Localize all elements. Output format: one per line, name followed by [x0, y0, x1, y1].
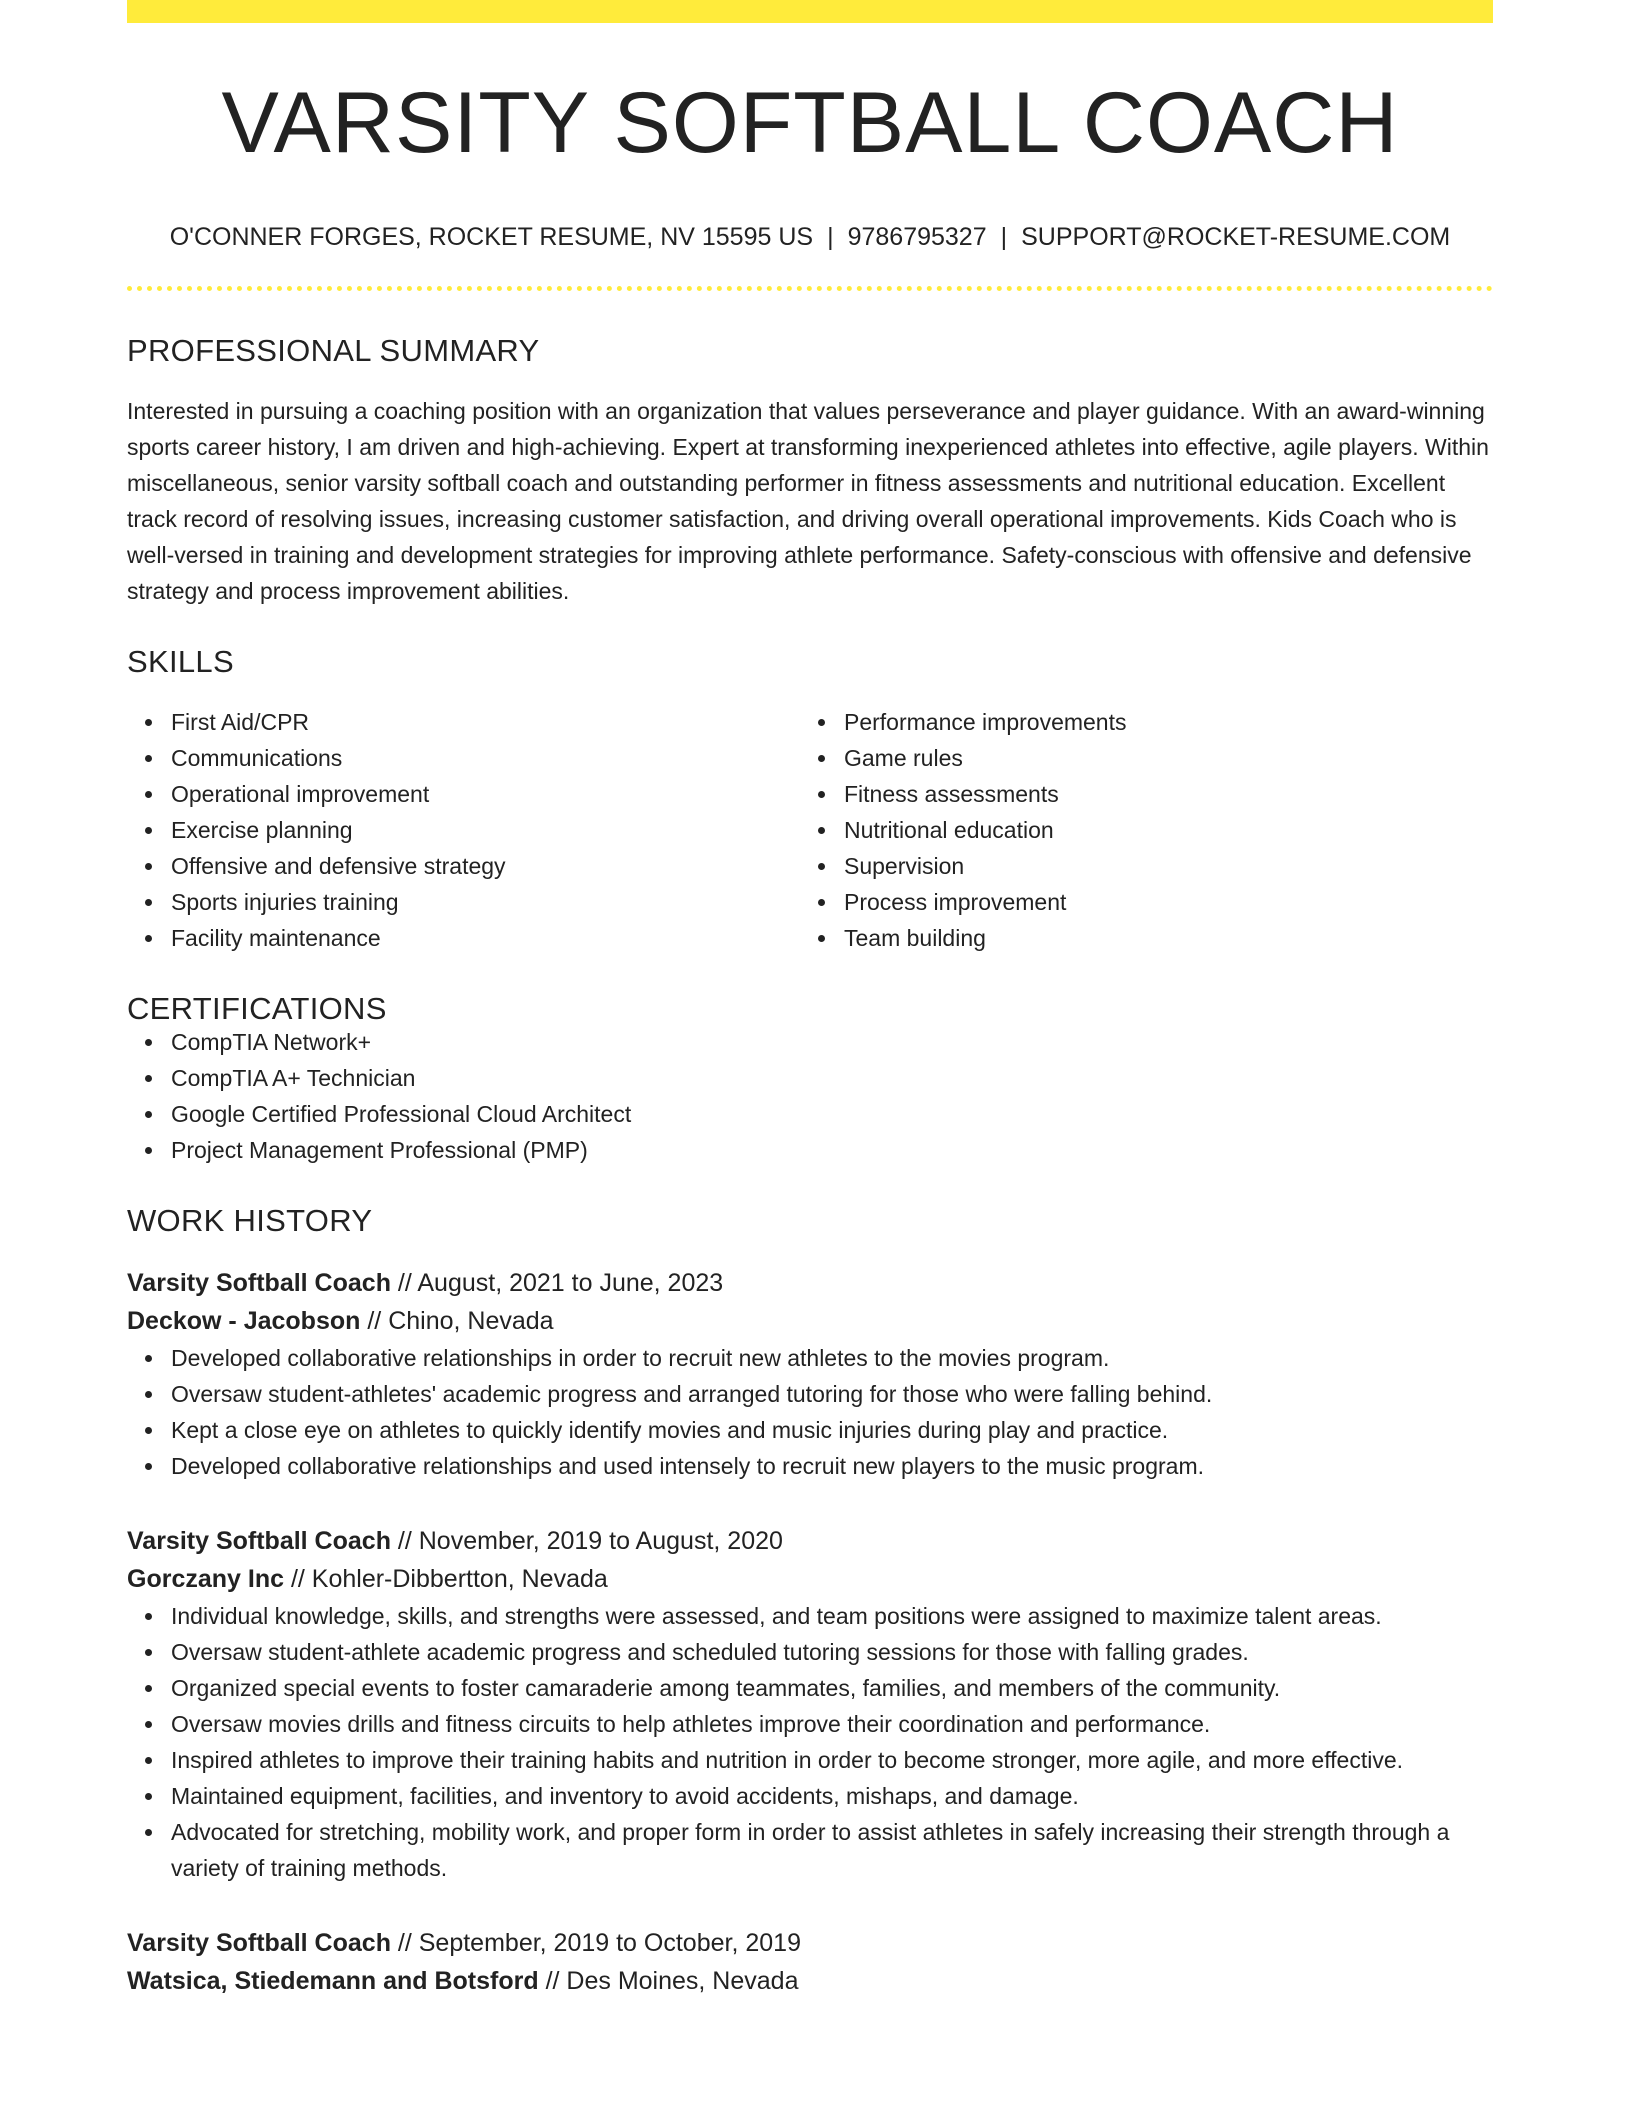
work-history-section — [127, 1205, 1493, 2000]
job-company: Watsica, Stiedemann and Botsford — [127, 1967, 539, 1995]
contact-email: SUPPORT@ROCKET-RESUME.COM — [1021, 223, 1451, 251]
job-bullet: Inspired athletes to improve their training habits and nutrition in order to become stronger, more agile, and more effective. — [171, 1742, 1493, 1778]
job-company-line — [127, 1962, 1493, 2000]
certification-item: CompTIA Network+ — [171, 1024, 1493, 1060]
skills-column-left — [127, 704, 800, 956]
job-bullet-list — [127, 1340, 1493, 1484]
contact-separator: | — [1000, 223, 1008, 251]
skill-item: Exercise planning — [171, 812, 800, 848]
skill-item: Process improvement — [844, 884, 1473, 920]
certification-item: CompTIA A+ Technician — [171, 1060, 1493, 1096]
skills-section — [127, 646, 1493, 956]
job-title-line — [127, 1522, 1493, 1560]
skill-item: Facility maintenance — [171, 920, 800, 956]
job-bullet: Kept a close eye on athletes to quickly identify movies and music injuries during play and practice. — [171, 1412, 1493, 1448]
job-bullet: Individual knowledge, skills, and strengths were assessed, and team positions were assigned to maximize talent areas. — [171, 1598, 1493, 1634]
section-heading-skills: SKILLS — [127, 644, 234, 679]
certification-item: Google Certified Professional Cloud Architect — [171, 1096, 1493, 1132]
skills-column-right — [800, 704, 1473, 956]
job-bullet: Developed collaborative relationships in order to recruit new athletes to the movies program. — [171, 1340, 1493, 1376]
job-entry — [127, 1264, 1493, 1484]
section-heading-certifications: CERTIFICATIONS — [127, 991, 387, 1026]
job-location: // Chino, Nevada — [360, 1307, 554, 1335]
job-company: Deckow - Jacobson — [127, 1307, 361, 1335]
certification-item: Project Management Professional (PMP) — [171, 1132, 1493, 1168]
contact-separator: | — [827, 223, 834, 251]
job-company-line — [127, 1302, 1493, 1340]
contact-line — [127, 222, 1493, 252]
job-bullet-list — [127, 1598, 1493, 1886]
summary-text: Interested in pursuing a coaching position with an organization that values perseverance and player guidance. With an award-winning sports career history, I am driven and high-achieving. Expert at transforming inexperienced athletes into effective, agile players. Within miscellaneous, senior varsity softball coach and outstanding performer in fitness assessments and nutritional education. Excellent track record of resolving issues, increasing customer satisfaction, and driving overall operational improvements. Kids Coach who is well-versed in training and development strategies for improving athlete performance. Safety-conscious with offensive and defensive strategy and process improvement abilities. — [127, 398, 1489, 604]
resume-title: VARSITY SOFTBALL COACH — [221, 75, 1399, 171]
contact-phone: 9786795327 — [847, 223, 987, 251]
job-bullet: Advocated for stretching, mobility work, and proper form in order to assist athletes in safely increasing their strength through a variety of training methods. — [171, 1814, 1493, 1886]
job-bullet: Oversaw student-athletes' academic progress and arranged tutoring for those who were falling behind. — [171, 1376, 1493, 1412]
skill-item: Fitness assessments — [844, 776, 1473, 812]
certifications-list — [127, 1024, 1493, 1168]
job-entry — [127, 1924, 1493, 2000]
skill-item: Communications — [171, 740, 800, 776]
job-title-line — [127, 1264, 1493, 1302]
job-location: // Kohler-Dibbertton, Nevada — [284, 1565, 608, 1593]
skill-item: Team building — [844, 920, 1473, 956]
job-company-line — [127, 1560, 1493, 1598]
skill-item: Performance improvements — [844, 704, 1473, 740]
dotted-divider — [127, 286, 1493, 291]
job-company: Gorczany Inc — [127, 1565, 284, 1593]
summary-section — [127, 335, 1493, 609]
certifications-section — [127, 993, 1493, 1168]
section-heading-summary: PROFESSIONAL SUMMARY — [127, 333, 540, 368]
skills-list-left — [127, 704, 800, 956]
job-title: Varsity Softball Coach — [127, 1269, 391, 1297]
skill-item: Offensive and defensive strategy — [171, 848, 800, 884]
resume-page — [127, 0, 1493, 2000]
job-title: Varsity Softball Coach — [127, 1929, 391, 1957]
job-dates: // August, 2021 to June, 2023 — [390, 1269, 724, 1297]
contact-address: O'CONNER FORGES, ROCKET RESUME, NV 15595 US — [169, 223, 814, 251]
skill-item: Supervision — [844, 848, 1473, 884]
job-title-line — [127, 1924, 1493, 1962]
job-bullet: Oversaw movies drills and fitness circuits to help athletes improve their coordination and performance. — [171, 1706, 1493, 1742]
job-dates: // September, 2019 to October, 2019 — [390, 1929, 801, 1957]
job-entry — [127, 1522, 1493, 1886]
skill-item: Operational improvement — [171, 776, 800, 812]
job-bullet: Organized special events to foster camaraderie among teammates, families, and members of the community. — [171, 1670, 1493, 1706]
skills-list-right — [800, 704, 1473, 956]
skill-item: First Aid/CPR — [171, 704, 800, 740]
job-location: // Des Moines, Nevada — [538, 1967, 799, 1995]
job-bullet: Developed collaborative relationships and used intensely to recruit new players to the music program. — [171, 1448, 1493, 1484]
job-bullet: Oversaw student-athlete academic progress and scheduled tutoring sessions for those with falling grades. — [171, 1634, 1493, 1670]
skill-item: Nutritional education — [844, 812, 1473, 848]
section-heading-work-history: WORK HISTORY — [127, 1203, 373, 1238]
job-dates: // November, 2019 to August, 2020 — [390, 1527, 783, 1555]
job-bullet: Maintained equipment, facilities, and inventory to avoid accidents, mishaps, and damage. — [171, 1778, 1493, 1814]
top-accent-bar — [127, 0, 1493, 23]
job-title: Varsity Softball Coach — [127, 1527, 391, 1555]
skill-item: Game rules — [844, 740, 1473, 776]
skills-grid — [127, 704, 1493, 956]
skill-item: Sports injuries training — [171, 884, 800, 920]
